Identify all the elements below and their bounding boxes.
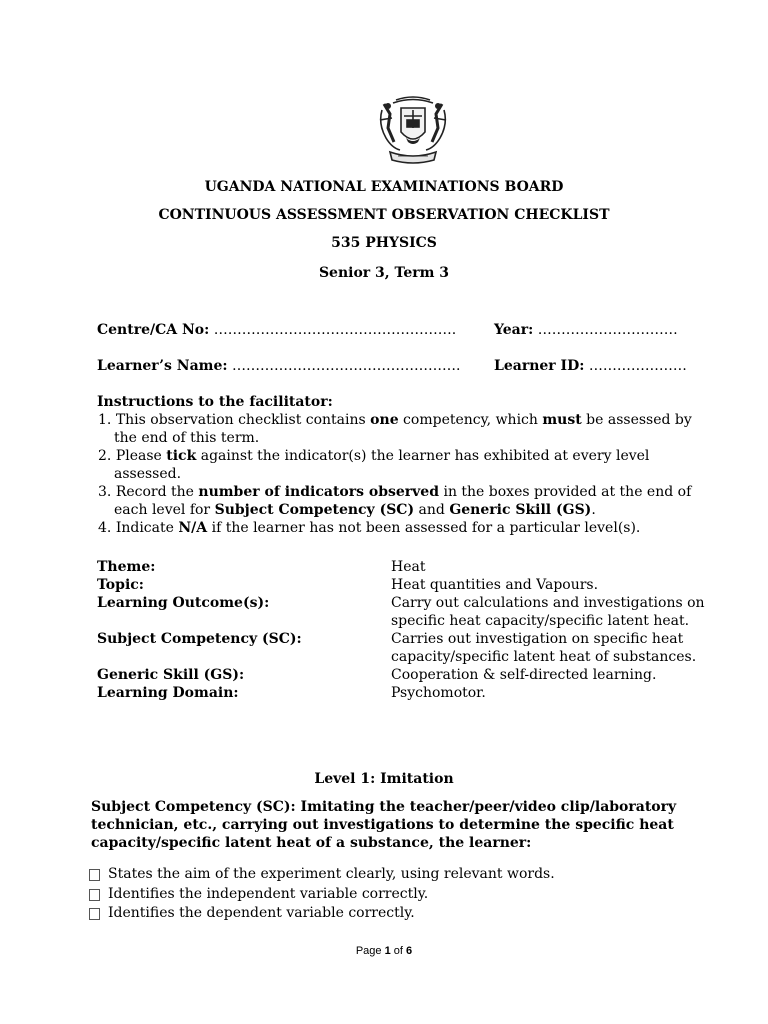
detail-key: Subject Competency (SC): [97,631,302,647]
instruction-fragment: and [414,502,450,518]
instruction-emphasis: must [542,412,582,428]
detail-key: Learning Domain: [97,685,239,701]
level-subject-competency: Subject Competency (SC): Imitating the teacher/peer/video clip/laboratory technician, etc., carrying out investigations to determine the specific heat capacity/specific latent heat of a substance, the learner: [91,799,677,851]
instruction-emphasis: one [370,412,399,428]
checklist-item-text: Identifies the independent variable correctly. [108,885,429,902]
centre-dots: ……………………………………………. [213,322,457,338]
page-number: 1 [384,945,391,957]
instruction-text [94,483,714,519]
subject-title: 535 PHYSICS [331,235,437,251]
assessment-details [97,558,717,702]
instruction-fragment: in the boxes provided at the end of each level for [114,484,692,518]
instructions-title: Instructions to the facilitator: [97,394,333,410]
page-footer [0,945,768,957]
detail-row [97,666,717,684]
learner-id-dots: ………………… [588,358,687,374]
instruction-emphasis: Subject Competency (SC) [214,502,415,518]
instruction-text [94,411,714,447]
instruction-fragment: be assessed by the end of this term. [114,412,692,446]
detail-key: Generic Skill (GS): [97,667,245,683]
instruction-item [94,447,714,483]
checklist-item [89,904,689,924]
learner-id-label: Learner ID: [494,358,585,374]
instruction-number: 2. [98,448,116,464]
instruction-emphasis: Generic Skill (GS) [449,502,592,518]
indicator-checklist [89,865,689,924]
detail-key: Learning Outcome(s): [97,595,270,611]
year-dots: ………………………… [537,322,678,338]
detail-key: Theme: [97,559,156,575]
instruction-text [94,447,714,483]
instruction-fragment: competency, which [398,412,543,428]
learner-name-label: Learner’s Name: [97,358,228,374]
instruction-fragment: if the learner has not been assessed for a particular level(s). [207,520,641,536]
instruction-fragment: . [591,502,596,518]
instruction-emphasis: number of indicators observed [198,484,440,500]
year-field [494,322,678,338]
instructions-list [97,411,717,537]
page-word: Page [355,945,382,957]
detail-value: Cooperation & self-directed learning. [391,667,657,683]
checkbox-icon[interactable] [89,889,100,901]
instruction-emphasis: N/A [178,520,208,536]
instruction-item [94,519,714,537]
year-label: Year: [494,322,534,338]
page-total: 6 [406,945,413,957]
learner-name-dots: …………………………………………. [232,358,461,374]
detail-row [97,576,717,594]
checklist-item-text: Identifies the dependent variable correctly. [108,905,415,921]
instruction-fragment: Record the [115,484,199,500]
instruction-text [94,519,714,537]
instruction-fragment: Indicate [115,520,179,536]
instruction-fragment: against the indicator(s) the learner has exhibited at every level assessed. [114,448,650,482]
detail-row [97,630,717,666]
checkbox-icon[interactable] [89,908,100,920]
instruction-item [94,411,714,447]
detail-row [97,594,717,630]
checklist-item [89,885,689,905]
detail-key: Topic: [97,577,144,593]
detail-row [97,558,717,576]
instruction-number: 3. [98,484,116,500]
instruction-number: 1. [98,412,116,428]
instruction-number: 4. [98,520,116,536]
org-title: UGANDA NATIONAL EXAMINATIONS BOARD [204,179,564,195]
checklist-item-text: States the aim of the experiment clearly, using relevant words. [108,866,555,882]
checkbox-icon[interactable] [89,869,100,881]
learner-id-field [494,358,687,374]
class-term: Senior 3, Term 3 [318,265,450,281]
centre-label: Centre/CA No: [97,322,210,338]
instruction-fragment: This observation checklist contains [115,412,371,428]
checklist-item [89,865,689,885]
detail-value: Psychomotor. [391,685,486,701]
instruction-fragment: Please [115,448,167,464]
of-word: of [393,945,403,957]
instruction-emphasis: tick [166,448,197,464]
instructions [97,393,717,537]
detail-value: Heat [391,559,426,575]
uneb-crest-icon [370,94,456,170]
detail-row [97,684,717,702]
detail-value: Heat quantities and Vapours. [391,577,599,593]
centre-field [97,322,456,338]
detail-value: Carry out calculations and investigations on specific heat capacity/specific latent heat. [391,595,705,629]
learner-name-field [97,358,460,374]
document-title: CONTINUOUS ASSESSMENT OBSERVATION CHECKLIST [158,207,610,223]
instruction-item [94,483,714,519]
level-title: Level 1: Imitation [314,771,454,787]
detail-value: Carries out investigation on specific heat capacity/specific latent heat of substances. [391,631,697,665]
